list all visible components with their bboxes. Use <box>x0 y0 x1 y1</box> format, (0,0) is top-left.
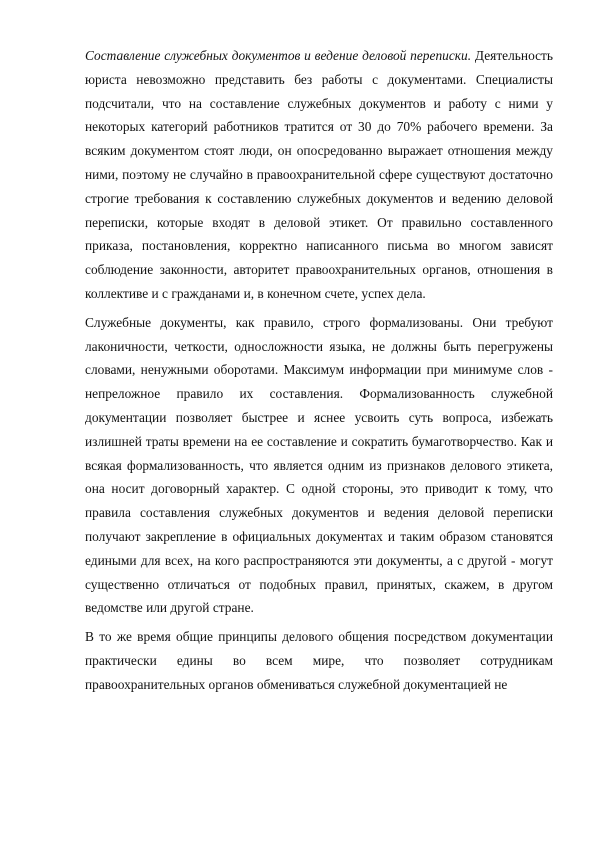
document-page <box>85 44 553 702</box>
paragraph-3: В то же время общие принципы делового общения посредством документации практически едины во всем мире, что позволяет сотрудникам правоохранительных органов обмениваться служебной документацией не <box>85 629 553 692</box>
paragraph-1-text: Деятельность юриста невозможно представить без работы с документами. Специалисты подсчитали, что на составление служебных документов и работу с ними у некоторых категорий работников тратится от 30 до 70% рабочего времени. За всяким документом стоят люди, он опосредованно выражает отношения между ними, поэтому не случайно в правоохранительной сфере существуют достаточно строгие требования к составлению служебных документов и ведению деловой переписки, которые входят в деловой этикет. От правильно составленного приказа, постановления, корректно написанного письма во многом зависят соблюдение законности, авторитет правоохранительных органов, отношения в коллективе и с гражданами и, в конечном счете, успех дела. <box>85 48 553 301</box>
section-heading: Составление служебных документов и ведение деловой переписки. <box>85 48 472 63</box>
paragraph-1 <box>85 44 553 306</box>
paragraph-2: Служебные документы, как правило, строго формализованы. Они требуют лаконичности, четкости, односложности языка, не должны быть перегружены словами, ненужными оборотами. Максимум информации при минимуме слов - непреложное правило их составления. Формализованность служебной документации позволяет быстрее и яснее усвоить суть вопроса, избежать излишней траты времени на ее составление и сократить бумаготворчество. Как и всякая формализованность, что является одним из признаков делового этикета, она носит договорный характер. С одной стороны, это приводит к тому, что правила составления служебных документов и ведения деловой переписки получают закрепление в официальных документах и таким образом становятся едиными для всех, на кого распространяются эти документы, а с другой - могут существенно отличаться от подобных правил, принятых, скажем, в другом ведомстве или другой стране. <box>85 314 553 616</box>
